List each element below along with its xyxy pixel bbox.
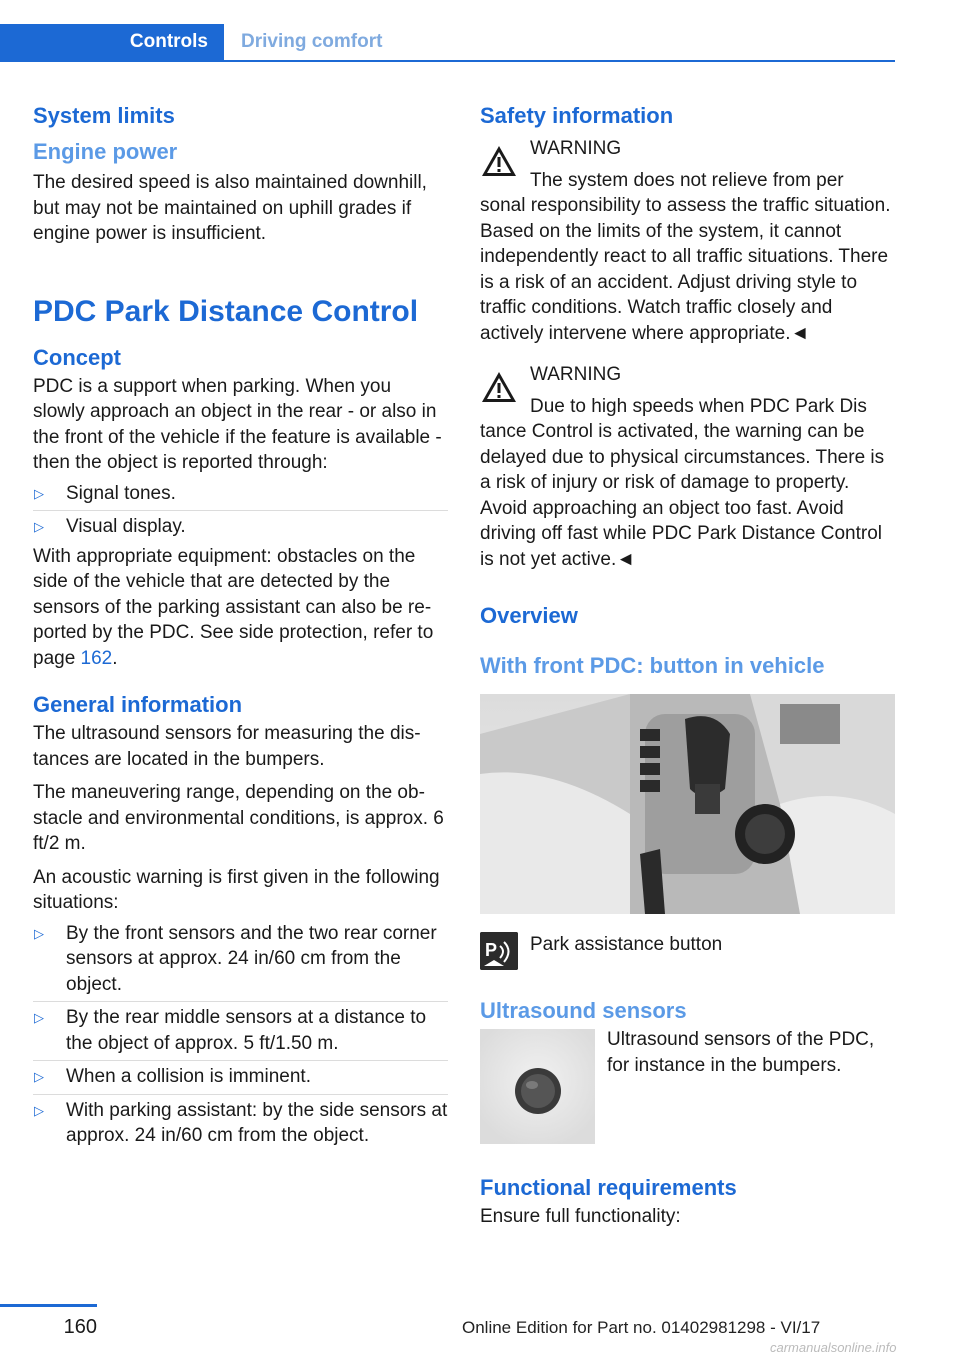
equipment-text: With appropriate equipment: obstacles on the side of the vehicle that are detected by the sensors of the parking assistant can also be reported by the PDC. See side protection, refer to page 162. (33, 545, 434, 669)
general-text-3: An acoustic warning is first given in the following situations: (33, 866, 440, 913)
ultrasound-sensor-image (480, 1029, 595, 1144)
triangle-bullet-icon: ▷ (34, 485, 44, 501)
engine-power-text: The desired speed is also maintained downhill, but may not be maintained on uphill grades if engine power is insufficient. (33, 172, 427, 244)
triangle-bullet-icon: ▷ (34, 925, 44, 941)
concept-heading: Concept (33, 344, 121, 370)
ultrasound-section (480, 1029, 895, 1157)
triangle-bullet-icon: ▷ (34, 1069, 44, 1084)
triangle-bullet-icon: ▷ (34, 519, 44, 534)
warning-1-label: WARNING (530, 138, 622, 159)
functional-req-text: Ensure full functionality: (480, 1206, 681, 1227)
warning-triangle-icon (480, 142, 518, 180)
chapter-header (0, 24, 895, 62)
list-item: ▷ With parking assistant: by the side sensors at approx. 24 in/60 cm from the object. (34, 1099, 448, 1146)
tab-driving-comfort[interactable]: Driving comfort (241, 31, 383, 52)
page-link[interactable]: 162 (80, 647, 113, 669)
general-info-heading: General information (33, 692, 243, 717)
general-text-1: The ultrasound sensors for measuring the distances are located in the bumpers. (33, 723, 421, 770)
list-item: ▷ By the front sensors and the two rear corner sensors at approx. 24 in/60 cm from the object. (33, 918, 448, 1003)
triangle-bullet-icon: ▷ (34, 1102, 44, 1118)
overview-heading: Overview (480, 603, 578, 628)
warning-1-text-b: sonal responsibility to assess the traffic situation. Based on the limits of the system, it cannot independently react to all traffic situations. There is a risk of an accident. Adjust driving style to traffic conditions. Watch traffic closely and actively intervene where appropriate.◄ (480, 195, 891, 344)
park-assistance-caption: Park assistance button (530, 934, 723, 955)
functional-req-heading: Functional requirements (480, 1175, 737, 1200)
triangle-bullet-icon: ▷ (34, 1010, 44, 1025)
list-item: ▷ When a collision is imminent. (33, 1061, 448, 1095)
list-item: ▷ Visual display. (33, 511, 448, 544)
warning-block-2 (480, 362, 895, 572)
page-number: 160 (63, 1316, 97, 1338)
warning-2-text-a: Due to high speeds when PDC Park Dis (530, 395, 867, 417)
warning-triangle-icon (480, 368, 518, 406)
concept-list (33, 478, 448, 544)
front-pdc-heading: With front PDC: button in vehicle (480, 653, 825, 678)
list-item: ▷ By the rear middle sensors at a distance to the object of approx. 5 ft/1.50 m. (33, 1002, 448, 1061)
general-text-2: The maneuvering range, depending on the obstacle and environmental conditions, is approx. 6 ft/2 m. (33, 782, 444, 854)
edition-label: Online Edition for Part no. 01402981298 - VI/17 (462, 1318, 821, 1337)
svg-text:P: P (485, 940, 498, 960)
park-assistance-icon (480, 932, 518, 970)
ultrasound-text: Ultrasound sensors of the PDC, for instance in the bumpers. (607, 1029, 875, 1076)
engine-power-heading: Engine power (33, 139, 178, 164)
safety-heading: Safety information (480, 103, 674, 128)
park-assist-legend (480, 932, 895, 982)
left-column (33, 100, 448, 1153)
warning-2-label: WARNING (530, 364, 622, 385)
concept-text: PDC is a support when parking. When you slowly approach an object in the rear - or also in the front of the vehicle if the feature is available - then the object is reported through: (33, 375, 442, 473)
pdc-title: PDC Park Distance Control (33, 294, 419, 328)
sensor-photo (480, 1029, 595, 1144)
center-console-photo (480, 694, 895, 914)
list-item: ▷ Signal tones. (33, 478, 448, 512)
warning-2-text-b: tance Control is activated, the warning can be delayed due to physical circumstances. There is a risk of injury or risk of damage to property. Avoid approaching an object too fast. Avoid driving off fast while PDC Park Distance Control is not yet active.◄ (480, 421, 885, 570)
center-console-image (480, 694, 895, 914)
footer-rule (0, 1304, 97, 1307)
ultrasound-heading: Ultrasound sensors (480, 998, 687, 1023)
tab-controls[interactable]: Controls (0, 24, 224, 60)
watermark: carmanualsonline.info (770, 1340, 897, 1355)
warning-1-text-a: The system does not relieve from per (530, 169, 844, 191)
right-column (480, 100, 895, 1230)
warning-situations-list (33, 918, 448, 1153)
warning-block-1 (480, 136, 895, 346)
system-limits-heading: System limits (33, 103, 175, 128)
